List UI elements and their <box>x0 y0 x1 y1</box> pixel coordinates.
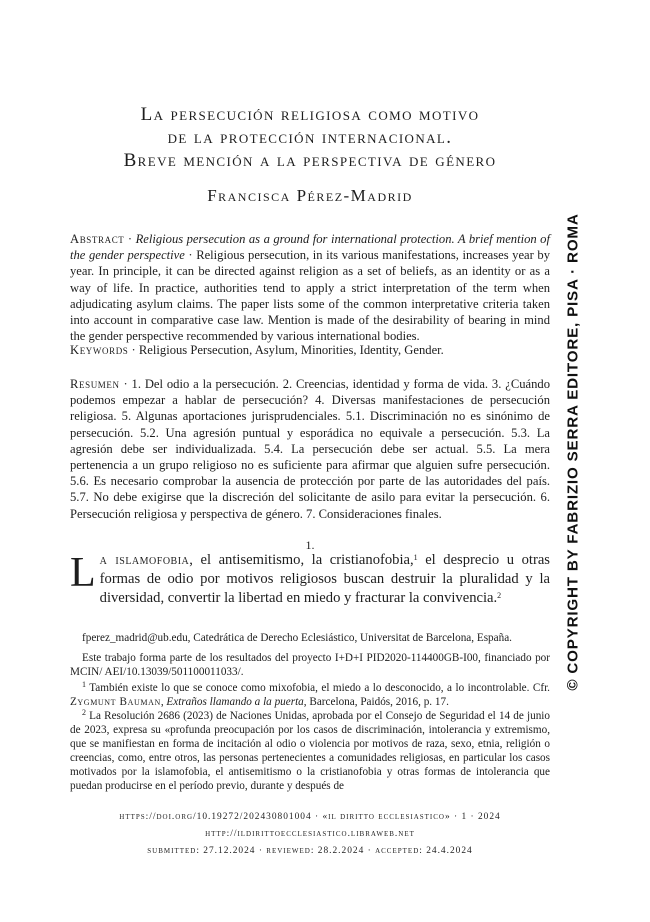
keywords-separator: · <box>128 343 139 357</box>
section-number: 1. <box>305 538 315 552</box>
abstract-text: Religious persecution, in its various manifestations, increases year by year. In principle, it can be directed against religion as a set of beliefs, as an identity or as a way of life. In practice, authorities tend to apply a strict interpretation of the term when adjudicating asylum claims. The paper lists some of the common interpretative criteria taken into account in comparative case law. Mention is made of the desirability of bearing in mind the gender perspective recommended by various international bodies. <box>70 248 550 344</box>
resumen-label: Resumen <box>70 377 120 391</box>
footnote-2-mark: 2 <box>82 708 86 717</box>
footnote-1-mark: 1 <box>82 680 86 689</box>
footnote-1-title: Extraños llamando a la puerta <box>166 696 304 708</box>
footnote-2 <box>70 709 550 793</box>
footnote-ref-1[interactable]: 1 <box>413 553 418 562</box>
funding-note: Este trabajo forma parte de los resultados del proyecto I+D+I PID2020-114400GB-I00, financiado por MCIN/ AEI/10.13039/501100011033/. <box>70 652 550 678</box>
body-lead-in: a islamofobia <box>99 552 190 568</box>
resumen-text: 1. Del odio a la persecución. 2. Creencias, identidad y forma de vida. 3. ¿Cuándo podemos empezar a hablar de persecución? 4. Diversas manifestaciones de persecución religiosa. 5. Algunas aportaciones jurisprudenciales. 5.1. Discriminación no es sinónimo de persecución. 5.2. Una agresión puntual y esporádica no equivale a persecución. 5.3. La agresión debe ser individualizada. 5.4. La persecución debe ser actual. 5.5. La mera pertenencia a un grupo religioso no es suficiente para afirmar que alguien sufre persecución. 5.6. Es necesario comprobar la ausencia de protección por parte de las autoridades del país. 5.7. No debe exigirse que la discreción del solicitante de asilo para evitar la persecución. 6. Persecución religiosa y perspectiva de género. 7. Consideraciones finales. <box>70 377 550 521</box>
author-name: Francisca Pérez-Madrid <box>207 186 413 205</box>
article-title <box>70 103 550 172</box>
footer-dates-line: submitted: 27.12.2024 · reviewed: 28.2.2024 · accepted: 24.4.2024 <box>147 846 473 856</box>
abstract <box>70 231 550 344</box>
resumen-separator: · <box>119 377 132 391</box>
abstract-separator-2: · <box>184 248 197 263</box>
drop-cap: L <box>70 550 96 596</box>
title-line-1: La persecución religiosa como motivo <box>140 104 480 125</box>
footnote-1-text-a: También existe lo que se conoce como mixofobia, el miedo a lo desconocido, a lo incontrolable. Cfr. <box>89 682 550 694</box>
title-line-3: Breve mención a la perspectiva de género <box>123 150 497 171</box>
footnote-1 <box>70 681 550 709</box>
footnote-1-text-b: , <box>160 696 167 708</box>
footer-doi-line[interactable]: https://doi.org/10.19272/202430801004 · «il diritto ecclesiastico» · 1 · 2024 <box>119 812 501 822</box>
resumen <box>70 376 550 522</box>
affiliation-note: fperez_madrid@ub.edu, Catedrática de Derecho Eclesiástico, Universitat de Barcelona, España. <box>82 632 512 644</box>
abstract-label: Abstract <box>70 232 125 246</box>
keywords <box>70 342 550 358</box>
body-text-a: , el antisemitismo, la cristianofobia, <box>189 552 414 568</box>
copyright-sidebar <box>561 211 585 693</box>
footer-url-line[interactable]: http://ildirittoecclesiastico.libraweb.net <box>205 829 415 839</box>
footnote-2-text: La Resolución 2686 (2023) de Naciones Unidas, aprobada por el Consejo de Seguridad el 14 de junio de 2023, expresa su «profunda preocupación por los casos de discriminación, intolerancia y extremismo, que se manifiestan en forma de incitación al odio o violencia por motivos de raza, sexo, etnia, religión o creencias, como, entre otros, las personas pertenecientes a comunidades religiosas, en particular los casos motivados por la islamofobia, el antisemitismo o la cristianofobia y otras formas de intolerancia que puedan producirse en el período previo, durante y después de <box>70 710 550 792</box>
footnote-1-text-c: , Barcelona, Paidós, 2016, p. 17. <box>303 696 449 708</box>
abstract-separator: · <box>124 232 136 246</box>
title-line-2: de la protección internacional. <box>167 127 453 148</box>
keywords-text: Religious Persecution, Asylum, Minorities, Identity, Gender. <box>138 343 444 357</box>
copyright-text: © COPYRIGHT BY FABRIZIO SERRA EDITORE, PISA · ROMA <box>564 213 582 691</box>
footnote-ref-2[interactable]: 2 <box>497 591 502 600</box>
footnote-1-author: Zygmunt Bauman <box>70 696 161 708</box>
body-text-b: el desprecio u otras formas de odio por motivos religiosos buscan destruir la pluralidad y la diversidad, convertir la libertad en miedo y fracturar la convivencia. <box>99 552 550 606</box>
keywords-label: Keywords <box>70 343 129 357</box>
body-paragraph <box>70 551 550 608</box>
abstract-english-title: Religious persecution as a ground for international protection. A brief mention of the gender perspective <box>70 232 550 263</box>
